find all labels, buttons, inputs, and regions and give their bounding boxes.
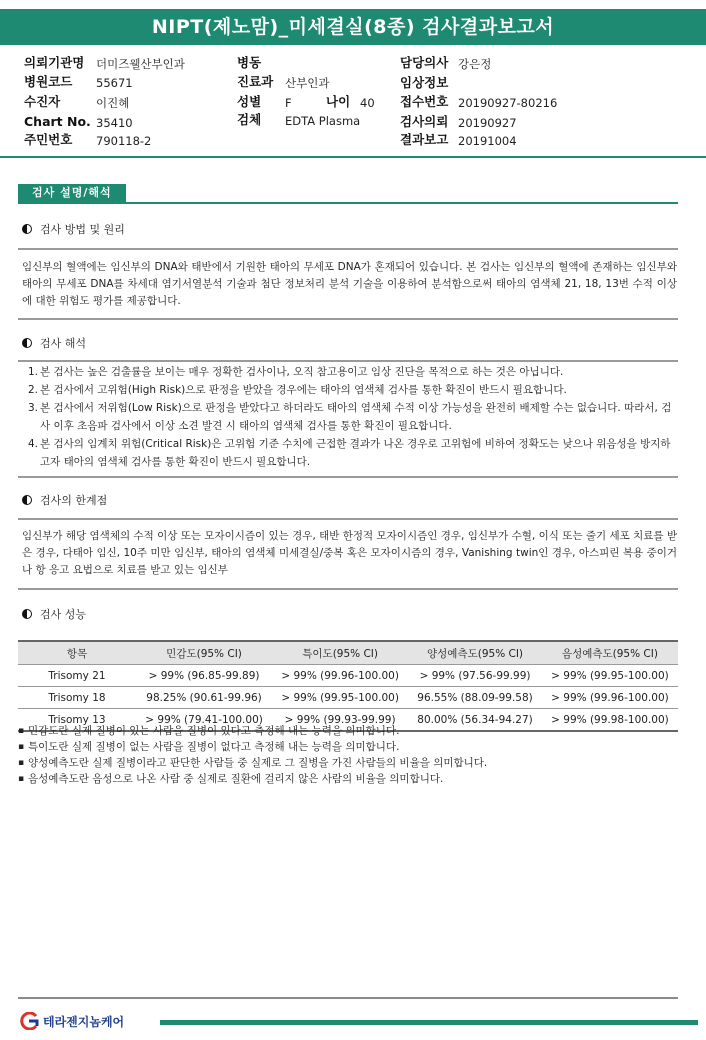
method-heading (22, 223, 125, 237)
patient-info (0, 51, 706, 155)
table-row: Trisomy 18 98.25% (90.61-99.96) > 99% (99.95-100.00) 96.55% (88.09-99.58) > 99% (99.96-100.00) (18, 687, 678, 709)
performance-heading (22, 608, 86, 622)
interpretation-heading (22, 337, 86, 351)
info-value: 20191004 (458, 134, 517, 148)
method-text: 임신부의 혈액에는 임신부의 DNA와 태반에서 기원한 태아의 무세포 DNA가 혼재되어 있습니다. 본 검사는 임신부의 혈액에 존재하는 임신부와 태아의 무세포 DNA를 차세대 염기서열분석 기술과 첨단 정보처리 분석 기술을 이용하여 분석함으로써 태아의 염색체 21, 18, 13번 수적 이상에 대한 위험도 평가를 제공합니다. (22, 261, 677, 307)
info-row (24, 95, 60, 109)
info-label: 의뢰기관명 (24, 55, 85, 70)
divider (18, 518, 678, 520)
logo-icon (18, 1012, 40, 1030)
info-value: 55671 (96, 76, 133, 90)
interpretation-heading-text: 검사 해석 (40, 337, 87, 350)
age-value: 40 (360, 96, 375, 110)
info-value: 강은정 (458, 57, 492, 71)
method-heading-text: 검사 방법 및 원리 (40, 223, 125, 236)
divider (18, 476, 678, 478)
section-tab: 검사 설명/해석 (18, 184, 126, 202)
info-label: 성별 (237, 94, 262, 109)
list-item: 3. 본 검사에서 저위험(Low Risk)으로 판정을 받았다고 하더라도 태아의 염색체 수적 이상 가능성을 완전히 배제할 수는 없습니다. 따라서, 검사 이후 초음파 검사에서 이상 소견 발견 시 태아의 염색체 검사를 통한 확진이 필요합니다. (28, 402, 672, 432)
section-underline (18, 202, 678, 204)
half-circle-icon (22, 338, 32, 348)
column-header: 특이도(95% CI) (272, 641, 408, 665)
list-item: 4. 본 검사의 임계치 위험(Critical Risk)은 고위험 기준 수치에 근접한 결과가 나온 경우로 고위험에 비하여 정확도는 낮으나 위음성을 방지하고자 태아의 염색체 검사를 통한 확진이 반드시 필요합니다. (28, 438, 671, 468)
info-label: 검사의뢰 (400, 114, 449, 129)
half-circle-icon (22, 495, 32, 505)
performance-table (18, 640, 678, 732)
table-row: Trisomy 21 > 99% (96.85-99.89) > 99% (99.96-100.00) > 99% (97.56-99.99) > 99% (99.95-100.00) (18, 665, 678, 687)
info-value: 이진혜 (96, 96, 130, 110)
info-value: 790118-2 (96, 134, 152, 148)
company-logo (18, 1012, 124, 1032)
logo-text: 테라젠지놈케어 (43, 1015, 125, 1029)
divider (0, 156, 706, 158)
limitation-text: 임신부가 해당 염색체의 수적 이상 또는 모자이시즘이 있는 경우, 태반 한정적 모자이시즘인 경우, 임신부가 수혈, 이식 또는 줄기 세포 치료를 받은 경우, 다태아 임신, 10주 미만 임신부, 태아의 염색체 미세결실/중복 혹은 모자이시즘의 경우, Vanishing twin인 경우, 아스피린 복용 중이거나 항 응고 요법으로 치료를 받고 있는 임신부 (22, 530, 677, 576)
divider (18, 248, 678, 250)
report-title: NIPT(제노맘)_미세결실(8종) 검사결과보고서 (0, 9, 706, 45)
age-label: 나이 (326, 94, 351, 109)
info-row (24, 75, 72, 89)
info-label: 접수번호 (400, 94, 449, 109)
info-row (24, 133, 72, 147)
performance-notes (18, 723, 487, 787)
divider (18, 588, 678, 590)
info-label: 검체 (237, 112, 262, 127)
info-label: 수진자 (24, 94, 61, 109)
info-value: 20190927-80216 (458, 96, 558, 110)
info-label: 임상정보 (400, 75, 449, 90)
info-label: 진료과 (237, 74, 274, 89)
limitation-heading (22, 494, 107, 508)
info-label: 병동 (237, 55, 262, 70)
info-label: Chart No. (24, 114, 91, 129)
note-item: ▪ 특이도란 실제 질병이 없는 사람을 질병이 없다고 측정해 내는 능력을 의미합니다. (18, 739, 487, 755)
performance-heading-text: 검사 성능 (40, 608, 87, 621)
info-value: 20190927 (458, 116, 517, 130)
column-header: 음성예측도(95% CI) (542, 641, 678, 665)
info-label: 결과보고 (400, 132, 449, 147)
info-value: 산부인과 (285, 76, 330, 90)
footer-accent-bar (160, 1020, 698, 1025)
note-item: ▪ 민감도란 실제 질병이 있는 사람을 질병이 있다고 측정해 내는 능력을 의미합니다. (18, 723, 487, 739)
column-header: 양성예측도(95% CI) (408, 641, 542, 665)
column-header: 항목 (18, 641, 136, 665)
table-row: Trisomy 13 > 99% (79.41-100.00) > 99% (99.93-99.99) 80.00% (56.34-94.27) > 99% (99.98-100.00) (18, 709, 678, 732)
info-value: EDTA Plasma (285, 114, 361, 128)
info-label: 병원코드 (24, 74, 73, 89)
divider (18, 360, 678, 362)
half-circle-icon (22, 224, 32, 234)
info-row (24, 56, 84, 70)
info-label: 담당의사 (400, 55, 449, 70)
note-item: ▪ 음성예측도란 음성으로 나온 사람 중 실제로 질환에 걸리지 않은 사람의 비율을 의미합니다. (18, 771, 487, 787)
info-row (24, 115, 91, 129)
note-item: ▪ 양성예측도란 실제 질병이라고 판단한 사람들 중 실제로 그 질병을 가진 사람들의 비율을 의미합니다. (18, 755, 487, 771)
limitation-heading-text: 검사의 한계점 (40, 494, 108, 507)
info-value: 35410 (96, 116, 133, 130)
interpretation-list (22, 363, 677, 471)
list-item: 1. 본 검사는 높은 검출률을 보이는 매우 정확한 검사이나, 오직 참고용이고 임상 진단을 목적으로 하는 것은 아닙니다. (28, 366, 564, 378)
divider (18, 318, 678, 320)
footer-divider (18, 997, 678, 999)
column-header: 민감도(95% CI) (136, 641, 272, 665)
info-label: 주민번호 (24, 132, 73, 147)
list-item: 2. 본 검사에서 고위험(High Risk)으로 판정을 받았을 경우에는 태아의 염색체 검사를 통한 확진이 반드시 필요합니다. (28, 384, 567, 396)
table-header-row (18, 641, 678, 665)
info-value: 더미즈웰산부인과 (96, 57, 185, 71)
half-circle-icon (22, 609, 32, 619)
info-value: F (285, 96, 292, 110)
